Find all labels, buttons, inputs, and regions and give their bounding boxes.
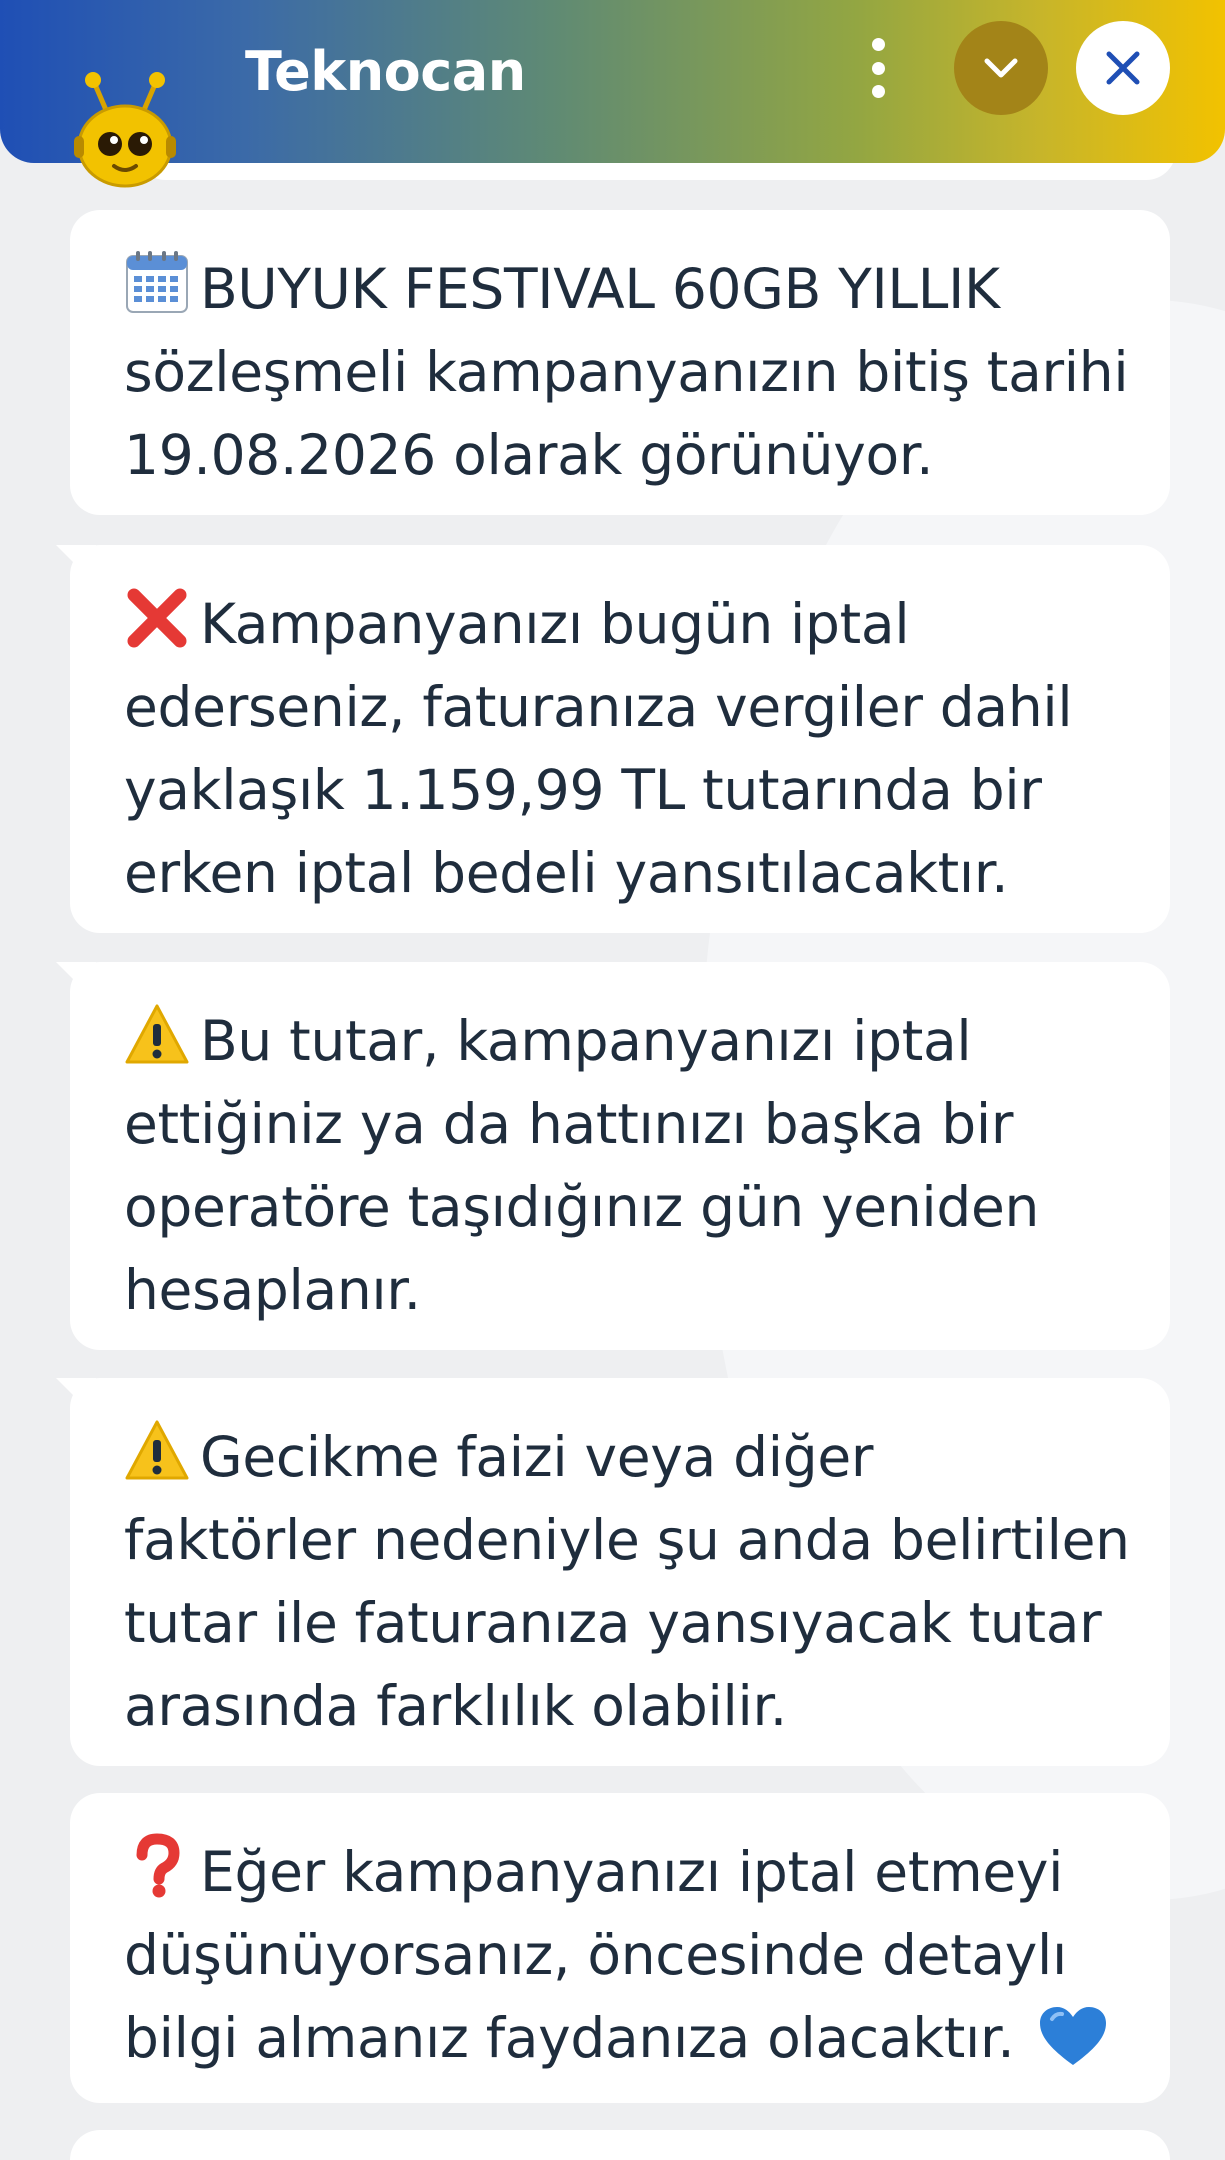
message-text: Bu tutar, kampanyanızı iptal [200, 1009, 972, 1073]
message-line [124, 1997, 1130, 2090]
blue-heart-icon [1038, 2005, 1108, 2090]
message-line [124, 248, 1130, 331]
bot-message [70, 210, 1170, 515]
message-text: erken iptal bedeli yansıtılacaktır. [124, 841, 1009, 905]
message-text: 19.08.2026 olarak görünüyor. [124, 423, 934, 487]
chevron-down-icon [982, 56, 1020, 80]
more-options-button[interactable] [858, 30, 898, 106]
message-text: yaklaşık 1.159,99 TL tutarında bir [124, 758, 1042, 822]
message-text: bilgi almanız faydanıza olacaktır. [124, 2006, 1015, 2070]
message-text: tutar ile faturanıza yansıyacak tutar [124, 1591, 1102, 1655]
next-message-edge [70, 2130, 1170, 2160]
message-text: BUYUK FESTIVAL 60GB YILLIK [200, 257, 1000, 321]
message-text: arasında farklılık olabilir. [124, 1674, 787, 1738]
more-vertical-icon [872, 38, 885, 51]
message-text: sözleşmeli kampanyanızın bitiş tarihi [124, 340, 1129, 404]
message-line [124, 1416, 1130, 1499]
message-text: Gecikme faizi veya diğer [200, 1425, 874, 1489]
close-icon [1103, 48, 1143, 88]
bot-message [70, 1378, 1170, 1766]
message-text: hesaplanır. [124, 1258, 421, 1322]
bee-mascot-icon [66, 70, 184, 190]
close-button[interactable] [1076, 21, 1170, 115]
message-text: ederseniz, faturanıza vergiler dahil [124, 675, 1073, 739]
warning-icon [124, 1418, 190, 1484]
question-mark-icon [124, 1833, 190, 1899]
minimize-button[interactable] [954, 21, 1048, 115]
message-text: Kampanyanızı bugün iptal [200, 592, 910, 656]
message-line [124, 1000, 1130, 1083]
calendar-icon [124, 250, 190, 316]
message-text: düşünüyorsanız, öncesinde detaylı [124, 1923, 1067, 1987]
bot-message [70, 962, 1170, 1350]
message-text: ettiğiniz ya da hattınızı başka bir [124, 1092, 1014, 1156]
bot-message [70, 1793, 1170, 2103]
cross-mark-icon [124, 585, 190, 651]
message-text: faktörler nedeniyle şu anda belirtilen [124, 1508, 1130, 1572]
message-text: Eğer kampanyanızı iptal etmeyi [200, 1840, 1064, 1904]
chat-title: Teknocan [245, 40, 526, 103]
message-text: operatöre taşıdığınız gün yeniden [124, 1175, 1040, 1239]
message-line [124, 583, 1130, 666]
warning-icon [124, 1002, 190, 1068]
bot-message [70, 545, 1170, 933]
message-line [124, 1831, 1130, 1914]
